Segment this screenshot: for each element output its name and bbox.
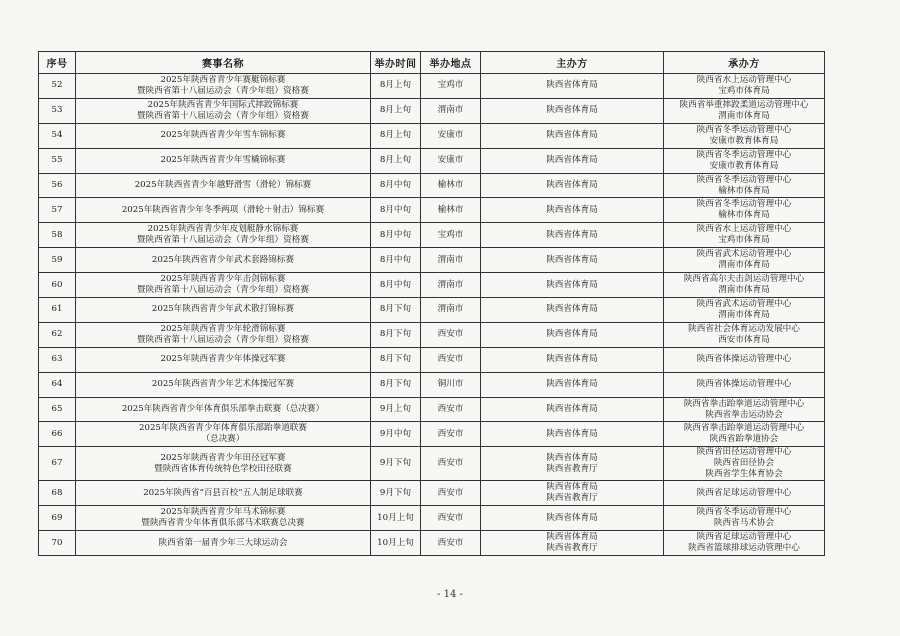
- cell-host: [664, 223, 825, 248]
- cell-event-name-line: 2025年陕西省青少年皮划艇静水锦标赛: [147, 224, 299, 235]
- cell-seq: 65: [39, 397, 76, 422]
- cell-organizer: [481, 298, 664, 323]
- cell-time: 8月下旬: [371, 298, 421, 323]
- cell-host-line: 陕西省马术协会: [713, 518, 775, 529]
- cell-organizer: [481, 248, 664, 273]
- page-number: - 14 -: [437, 589, 463, 600]
- cell-host-line: 榆林市体育局: [718, 210, 770, 221]
- cell-time: 8月上旬: [371, 98, 421, 123]
- cell-place: 西安市: [421, 422, 481, 447]
- cell-organizer-line: 陕西省体育局: [546, 532, 598, 543]
- cell-organizer: [481, 273, 664, 298]
- table-row: [39, 74, 825, 99]
- cell-host-line: 渭南市体育局: [718, 110, 770, 121]
- cell-event-name: [76, 74, 371, 99]
- table-row: [39, 447, 825, 481]
- cell-host-line: 陕西省篮球排球运动管理中心: [688, 543, 800, 554]
- cell-host-line: 榆林市体育局: [718, 185, 770, 196]
- cell-host-line: 安康市教育体育局: [709, 135, 779, 146]
- cell-seq: 59: [39, 248, 76, 273]
- header-time: 举办时间: [371, 52, 421, 74]
- cell-host-line: 陕西省冬季运动管理中心: [696, 124, 792, 135]
- cell-host: [664, 481, 825, 506]
- cell-organizer-line: 陕西省体育局: [546, 105, 598, 116]
- cell-event-name-line: 暨陕西省第十八届运动会（青少年组）资格赛: [137, 110, 309, 121]
- cell-organizer-line: 陕西省体育局: [546, 254, 598, 265]
- cell-organizer-line: 陕西省体育局: [546, 379, 598, 390]
- cell-host-line: 陕西省跆拳道协会: [709, 434, 779, 445]
- cell-organizer: [481, 223, 664, 248]
- table-row: [39, 506, 825, 531]
- cell-place: 西安市: [421, 397, 481, 422]
- cell-host-line: 陕西省体操运动管理中心: [696, 354, 792, 365]
- table-body: [39, 74, 825, 556]
- cell-time: 10月上旬: [371, 531, 421, 556]
- cell-host-line: 宝鸡市体育局: [718, 235, 770, 246]
- cell-organizer-line: 陕西省体育局: [546, 180, 598, 190]
- cell-event-name-line: 2025年陕西省青少年雪车锦标赛: [160, 130, 286, 141]
- cell-host-line: 陕西省社会体育运动发展中心: [688, 323, 800, 334]
- cell-event-name-line: 2025年陕西省青少年艺术体操冠军赛: [151, 379, 295, 390]
- cell-host: [664, 74, 825, 99]
- table-row: [39, 397, 825, 422]
- cell-organizer: [481, 397, 664, 422]
- cell-organizer: [481, 74, 664, 99]
- cell-organizer: [481, 148, 664, 173]
- cell-host-line: 陕西省武术运动管理中心: [696, 249, 792, 260]
- cell-seq: 63: [39, 347, 76, 372]
- cell-event-name: [76, 322, 371, 347]
- cell-host: [664, 298, 825, 323]
- cell-organizer-line: 陕西省体育局: [546, 204, 598, 215]
- cell-seq: 54: [39, 123, 76, 148]
- cell-event-name-line: 2025年陕西省青少年田径冠军赛: [160, 452, 286, 463]
- cell-event-name: [76, 198, 371, 223]
- cell-seq: 60: [39, 273, 76, 298]
- cell-seq: 69: [39, 506, 76, 531]
- cell-host-line: 陕西省冬季运动管理中心: [696, 174, 792, 185]
- cell-organizer: [481, 481, 664, 506]
- cell-host-line: 陕西省足球运动管理中心: [696, 487, 792, 498]
- table-row: [39, 422, 825, 447]
- cell-event-name: [76, 481, 371, 506]
- cell-organizer-line: 陕西省体育局: [546, 130, 598, 141]
- cell-event-name-line: 2025年陕西省青少年体育俱乐部拳击联赛（总决赛）: [121, 404, 325, 415]
- cell-organizer-line: 陕西省体育局: [546, 482, 598, 493]
- cell-time: 8月下旬: [371, 347, 421, 372]
- cell-host-line: 陕西省田径运动管理中心: [696, 447, 792, 458]
- cell-organizer-line: 陕西省体育局: [546, 304, 598, 315]
- cell-event-name-line: 暨陕西省第十八届运动会（青少年组）资格赛: [137, 334, 309, 345]
- cell-organizer-line: 陕西省体育局: [546, 354, 598, 365]
- cell-event-name: [76, 173, 371, 198]
- cell-host: [664, 198, 825, 223]
- cell-event-name-line: 暨陕西省体育传统特色学校田径联赛: [154, 463, 292, 474]
- cell-event-name-line: 2025年陕西省青少年马术锦标赛: [160, 507, 286, 518]
- cell-event-name-line: 陕西省第一届青少年三大球运动会: [158, 537, 288, 548]
- cell-host: [664, 531, 825, 556]
- cell-event-name-line: 2025年陕西省“百县百校”五人制足球联赛: [143, 487, 303, 498]
- cell-host-line: 陕西省水上运动管理中心: [696, 74, 792, 85]
- table-row: [39, 531, 825, 556]
- cell-event-name: [76, 223, 371, 248]
- cell-place: 渭南市: [421, 298, 481, 323]
- cell-place: 西安市: [421, 447, 481, 481]
- cell-seq: 52: [39, 74, 76, 99]
- cell-host: [664, 248, 825, 273]
- cell-organizer-line: 陕西省教育厅: [546, 543, 598, 554]
- table-row: [39, 273, 825, 298]
- cell-organizer-line: 陕西省体育局: [546, 229, 598, 240]
- cell-event-name-line: 暨陕西省第十八届运动会（青少年组）资格赛: [137, 285, 309, 296]
- table-row: [39, 298, 825, 323]
- cell-place: 宝鸡市: [421, 223, 481, 248]
- cell-seq: 68: [39, 481, 76, 506]
- header-event-name: 赛事名称: [76, 52, 371, 74]
- cell-event-name-line: 2025年陕西省青少年冬季两项（滑轮＋射击）锦标赛: [121, 204, 325, 215]
- cell-organizer-line: 陕西省体育局: [546, 80, 598, 91]
- cell-seq: 56: [39, 173, 76, 198]
- cell-place: 安康市: [421, 148, 481, 173]
- cell-time: 9月下旬: [371, 447, 421, 481]
- cell-place: 西安市: [421, 481, 481, 506]
- cell-place: 榆林市: [421, 173, 481, 198]
- cell-organizer: [481, 123, 664, 148]
- cell-time: 9月中旬: [371, 422, 421, 447]
- cell-host: [664, 372, 825, 397]
- cell-organizer: [481, 98, 664, 123]
- cell-event-name-line: （总决赛）: [201, 434, 245, 445]
- cell-time: 8月中旬: [371, 248, 421, 273]
- table-header-row: [39, 52, 825, 74]
- cell-organizer: [481, 506, 664, 531]
- cell-event-name-line: 2025年陕西省青少年武术散打锦标赛: [151, 304, 295, 315]
- cell-seq: 64: [39, 372, 76, 397]
- cell-host: [664, 397, 825, 422]
- cell-event-name-line: 2025年陕西省青少年国际式摔跤锦标赛: [147, 99, 299, 110]
- cell-place: 渭南市: [421, 273, 481, 298]
- header-place: 举办地点: [421, 52, 481, 74]
- cell-host-line: 陕西省学生体育协会: [705, 469, 783, 480]
- cell-event-name-line: 2025年陕西省青少年击剑锦标赛: [160, 274, 286, 285]
- cell-event-name: [76, 298, 371, 323]
- cell-organizer-line: 陕西省体育局: [546, 428, 598, 439]
- table-row: [39, 173, 825, 198]
- cell-event-name: [76, 447, 371, 481]
- cell-place: 宝鸡市: [421, 74, 481, 99]
- cell-event-name: [76, 248, 371, 273]
- cell-event-name-line: 暨陕西省第十八届运动会（青少年组）资格赛: [137, 235, 309, 246]
- cell-event-name: [76, 123, 371, 148]
- cell-time: 9月下旬: [371, 481, 421, 506]
- cell-organizer: [481, 198, 664, 223]
- cell-organizer-line: 陕西省教育厅: [546, 493, 598, 504]
- cell-place: 西安市: [421, 506, 481, 531]
- cell-host-line: 陕西省高尔夫击剑运动管理中心: [683, 274, 805, 285]
- cell-time: 8月上旬: [371, 74, 421, 99]
- cell-event-name: [76, 148, 371, 173]
- cell-organizer: [481, 422, 664, 447]
- cell-host-line: 渭南市体育局: [718, 309, 770, 320]
- cell-seq: 62: [39, 322, 76, 347]
- cell-seq: 66: [39, 422, 76, 447]
- cell-host: [664, 347, 825, 372]
- cell-time: 8月上旬: [371, 148, 421, 173]
- cell-host-line: 渭南市体育局: [718, 285, 770, 296]
- cell-organizer: [481, 347, 664, 372]
- header-seq: 序号: [39, 52, 76, 74]
- cell-event-name: [76, 98, 371, 123]
- cell-seq: 53: [39, 98, 76, 123]
- cell-place: 西安市: [421, 322, 481, 347]
- cell-host-line: 陕西省田径协会: [713, 458, 775, 469]
- cell-place: 铜川市: [421, 372, 481, 397]
- cell-event-name-line: 2025年陕西省青少年雪橇锦标赛: [160, 155, 286, 166]
- table-row: [39, 372, 825, 397]
- cell-time: 9月上旬: [371, 397, 421, 422]
- cell-host-line: 西安市体育局: [718, 334, 770, 345]
- header-host: 承办方: [664, 52, 825, 74]
- cell-host-line: 陕西省拳击跆拳道运动管理中心: [683, 398, 805, 409]
- cell-time: 8月下旬: [371, 322, 421, 347]
- cell-place: 渭南市: [421, 98, 481, 123]
- cell-event-name: [76, 273, 371, 298]
- cell-host: [664, 148, 825, 173]
- cell-host-line: 陕西省冬季运动管理中心: [696, 149, 792, 160]
- cell-organizer-line: 陕西省教育厅: [546, 463, 598, 474]
- cell-time: 8月下旬: [371, 372, 421, 397]
- table-row: [39, 148, 825, 173]
- cell-host-line: 安康市教育体育局: [709, 160, 779, 171]
- cell-seq: 58: [39, 223, 76, 248]
- cell-host-line: 陕西省冬季运动管理中心: [696, 507, 792, 518]
- table-row: [39, 123, 825, 148]
- cell-host: [664, 506, 825, 531]
- table-row: [39, 98, 825, 123]
- table-row: [39, 198, 825, 223]
- cell-time: 8月上旬: [371, 123, 421, 148]
- cell-seq: 61: [39, 298, 76, 323]
- cell-organizer-line: 陕西省体育局: [546, 512, 598, 523]
- cell-organizer-line: 陕西省体育局: [546, 329, 598, 340]
- cell-host: [664, 123, 825, 148]
- cell-event-name: [76, 372, 371, 397]
- cell-time: 8月中旬: [371, 223, 421, 248]
- cell-place: 渭南市: [421, 248, 481, 273]
- cell-organizer: [481, 322, 664, 347]
- cell-event-name: [76, 422, 371, 447]
- cell-event-name-line: 2025年陕西省青少年赛艇锦标赛: [160, 74, 286, 85]
- cell-host: [664, 273, 825, 298]
- cell-host-line: 陕西省水上运动管理中心: [696, 224, 792, 235]
- cell-host-line: 宝鸡市体育局: [718, 85, 770, 96]
- event-schedule-table: [38, 51, 825, 556]
- cell-host: [664, 422, 825, 447]
- cell-event-name-line: 暨陕西省青少年体育俱乐部马术联赛总决赛: [141, 518, 305, 529]
- cell-time: 8月中旬: [371, 173, 421, 198]
- cell-place: 西安市: [421, 347, 481, 372]
- cell-organizer-line: 陕西省体育局: [546, 279, 598, 290]
- table-row: [39, 481, 825, 506]
- cell-event-name: [76, 506, 371, 531]
- cell-time: 8月中旬: [371, 273, 421, 298]
- cell-host-line: 陕西省冬季运动管理中心: [696, 199, 792, 210]
- cell-organizer-line: 陕西省体育局: [546, 404, 598, 415]
- cell-organizer-line: 陕西省体育局: [546, 155, 598, 166]
- cell-organizer-line: 陕西省体育局: [546, 452, 598, 463]
- cell-host-line: 陕西省拳击跆拳道运动管理中心: [683, 423, 805, 434]
- cell-host-line: 陕西省体操运动管理中心: [696, 379, 792, 390]
- cell-place: 安康市: [421, 123, 481, 148]
- cell-event-name-line: 2025年陕西省青少年轮滑锦标赛: [160, 323, 286, 334]
- cell-host: [664, 322, 825, 347]
- cell-seq: 55: [39, 148, 76, 173]
- cell-event-name-line: 2025年陕西省青少年越野滑雪（滑轮）锦标赛: [134, 180, 312, 190]
- cell-seq: 70: [39, 531, 76, 556]
- cell-event-name: [76, 531, 371, 556]
- cell-event-name: [76, 397, 371, 422]
- cell-place: 榆林市: [421, 198, 481, 223]
- cell-event-name-line: 2025年陕西省青少年体育俱乐部跆拳道联赛: [139, 423, 307, 434]
- cell-host-line: 陕西省足球运动管理中心: [696, 532, 792, 543]
- cell-host: [664, 98, 825, 123]
- table-row: [39, 248, 825, 273]
- cell-place: 西安市: [421, 531, 481, 556]
- cell-seq: 57: [39, 198, 76, 223]
- cell-host-line: 陕西省举重摔跤柔道运动管理中心: [679, 99, 809, 110]
- cell-organizer: [481, 173, 664, 198]
- cell-host-line: 陕西省拳击运动协会: [705, 409, 783, 420]
- cell-seq: 67: [39, 447, 76, 481]
- cell-host-line: 陕西省武术运动管理中心: [696, 298, 792, 309]
- cell-event-name-line: 暨陕西省第十八届运动会（青少年组）资格赛: [137, 85, 309, 96]
- table-row: [39, 223, 825, 248]
- table-row: [39, 322, 825, 347]
- cell-organizer: [481, 372, 664, 397]
- cell-host-line: 渭南市体育局: [718, 260, 770, 271]
- cell-time: 8月中旬: [371, 198, 421, 223]
- cell-time: 10月上旬: [371, 506, 421, 531]
- cell-host: [664, 173, 825, 198]
- cell-event-name: [76, 347, 371, 372]
- cell-event-name-line: 2025年陕西省青少年体操冠军赛: [160, 354, 286, 365]
- cell-organizer: [481, 531, 664, 556]
- cell-organizer: [481, 447, 664, 481]
- cell-host: [664, 447, 825, 481]
- cell-event-name-line: 2025年陕西省青少年武术套路锦标赛: [151, 254, 295, 265]
- table-row: [39, 347, 825, 372]
- header-organizer: 主办方: [481, 52, 664, 74]
